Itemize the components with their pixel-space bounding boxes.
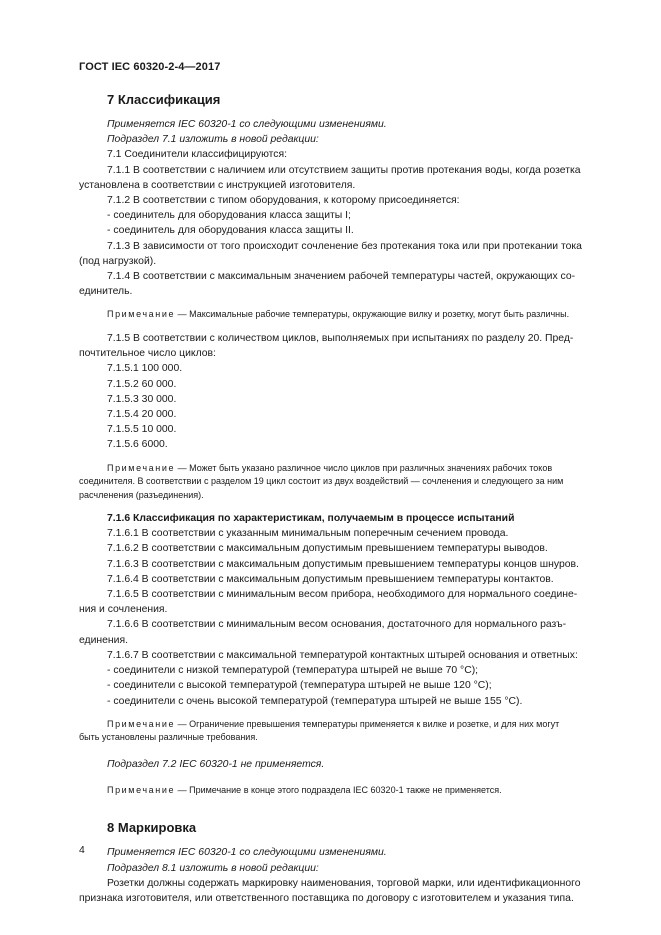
- cycle-item: 7.1.5.4 20 000.: [107, 408, 177, 420]
- cycle-item: 7.1.5.3 30 000.: [107, 393, 177, 405]
- clause-7-1-6-2: 7.1.6.2 В соответствии с максимальным допустимым превышением температуры выводов.: [107, 543, 548, 555]
- note-label: Примечание: [107, 309, 176, 320]
- section-7-intro: Применяется IEC 60320-1 со следующими изменениями.: [107, 119, 387, 130]
- clause-7-1: 7.1 Соединители классифицируются:: [107, 149, 287, 161]
- note-label: Примечание: [107, 784, 176, 795]
- document-body: [79, 91, 614, 906]
- clause-7-1-1: 7.1.1 В соответствии с наличием или отсутствием защиты против протекания воды, когда розетка: [107, 164, 581, 176]
- section-8-title: 8 Маркировка: [107, 820, 197, 836]
- clause-7-1-6-1: 7.1.6.1 В соответствии с указанным минимальным поперечным сечением провода.: [107, 528, 509, 540]
- section-7-intro-2: Подраздел 7.1 изложить в новой редакции:: [107, 134, 319, 146]
- note-1: [79, 308, 614, 322]
- note-label: Примечание: [107, 718, 176, 729]
- clause-7-1-5-cont: почтительное число циклов:: [79, 348, 216, 360]
- note-4: [79, 784, 614, 798]
- list-item: - соединители с низкой температурой (температура штырей не выше 70 °С);: [107, 665, 479, 677]
- clause-7-1-6-4: 7.1.6.4 В соответствии с максимальным допустимым превышением температуры контактов.: [107, 573, 554, 585]
- clause-7-1-6: 7.1.6 Классификация по характеристикам, получаемым в процессе испытаний: [107, 513, 515, 525]
- note-text: — Ограничение превышения температуры применяется к вилке и розетке, и для них могут: [175, 718, 560, 729]
- list-item: - соединители с высокой температурой (температура штырей не выше 120 °С);: [107, 680, 492, 692]
- clause-7-1-3: 7.1.3 В зависимости от того происходит сочленение без протекания тока или при протекании тока: [107, 240, 582, 252]
- clause-7-1-5: 7.1.5 В соответствии с количеством циклов, выполняемых при испытаниях по разделу 20. Пред-: [107, 332, 574, 344]
- note-text: — Максимальные рабочие температуры, окружающие вилку и розетку, могут быть различны.: [175, 309, 570, 320]
- clause-7-1-6-6: 7.1.6.6 В соответствии с минимальным весом основания, достаточного для нормального разъ-: [107, 619, 567, 631]
- note-3-cont: быть установлены различные требования.: [79, 732, 258, 743]
- cycle-item: 7.1.5.5 10 000.: [107, 424, 177, 436]
- list-item: - соединители с очень высокой температурой (температура штырей не выше 155 °С).: [107, 695, 523, 707]
- note-2: [79, 462, 614, 476]
- section-8-intro-2: Подраздел 8.1 изложить в новой редакции:: [107, 862, 319, 874]
- note-2-cont: соединителя. В соответствии с разделом 19 цикл состоит из двух воздействий — сочленения и следующего за ним: [79, 476, 564, 487]
- clause-7-1-6-5-cont: ния и сочленения.: [79, 604, 168, 616]
- list-item: - соединитель для оборудования класса защиты II.: [107, 225, 354, 237]
- clause-7-1-1-cont: установлена в соответствии с инструкцией изготовителя.: [79, 179, 356, 191]
- cycle-item: 7.1.5.1 100 000.: [107, 363, 183, 375]
- section-7-title: 7 Классификация: [107, 92, 221, 107]
- clause-7-1-6-7: 7.1.6.7 В соответствии с максимальной температурой контактных штырей основания и ответных:: [107, 649, 578, 661]
- clause-8-1: Розетки должны содержать маркировку наименования, торговой марки, или идентификационного: [107, 877, 581, 889]
- clause-7-1-3-cont: (под нагрузкой).: [79, 255, 157, 267]
- clause-7-1-6-6-cont: единения.: [79, 634, 128, 646]
- section-8-intro: Применяется IEC 60320-1 со следующими изменениями.: [107, 847, 387, 859]
- clause-8-1-cont: признака изготовителя, или ответственного поставщика по договору с изготовителем и указания типа.: [79, 893, 574, 905]
- clause-7-2: Подраздел 7.2 IEC 60320-1 не применяется.: [107, 758, 325, 770]
- note-text: — Примечание в конце этого подраздела IEC 60320-1 также не применяется.: [175, 784, 502, 795]
- clause-7-1-4: 7.1.4 В соответствии с максимальным значением рабочей температуры частей, окружающих со-: [107, 271, 576, 283]
- note-text: — Может быть указано различное число циклов при различных значениях рабочих токов: [175, 462, 553, 473]
- cycle-item: 7.1.5.6 6000.: [107, 439, 168, 451]
- clause-7-1-2: 7.1.2 В соответствии с типом оборудования, к которому присоединяется:: [107, 195, 460, 207]
- note-3: [79, 718, 614, 732]
- note-2-cont: расчленения (разъединения).: [79, 489, 204, 500]
- clause-7-1-6-5: 7.1.6.5 В соответствии с минимальным весом прибора, необходимого для нормального соедине-: [107, 589, 578, 601]
- clause-7-1-4-cont: единитель.: [79, 286, 133, 298]
- cycle-item: 7.1.5.2 60 000.: [107, 378, 177, 390]
- clause-7-1-6-3: 7.1.6.3 В соответствии с максимальным допустимым превышением температуры концов шнуров.: [107, 558, 579, 570]
- page-number: 4: [79, 845, 85, 856]
- document-header: ГОСТ IEC 60320-2-4—2017: [79, 61, 221, 73]
- note-label: Примечание: [107, 462, 176, 473]
- list-item: - соединитель для оборудования класса защиты I;: [107, 210, 351, 222]
